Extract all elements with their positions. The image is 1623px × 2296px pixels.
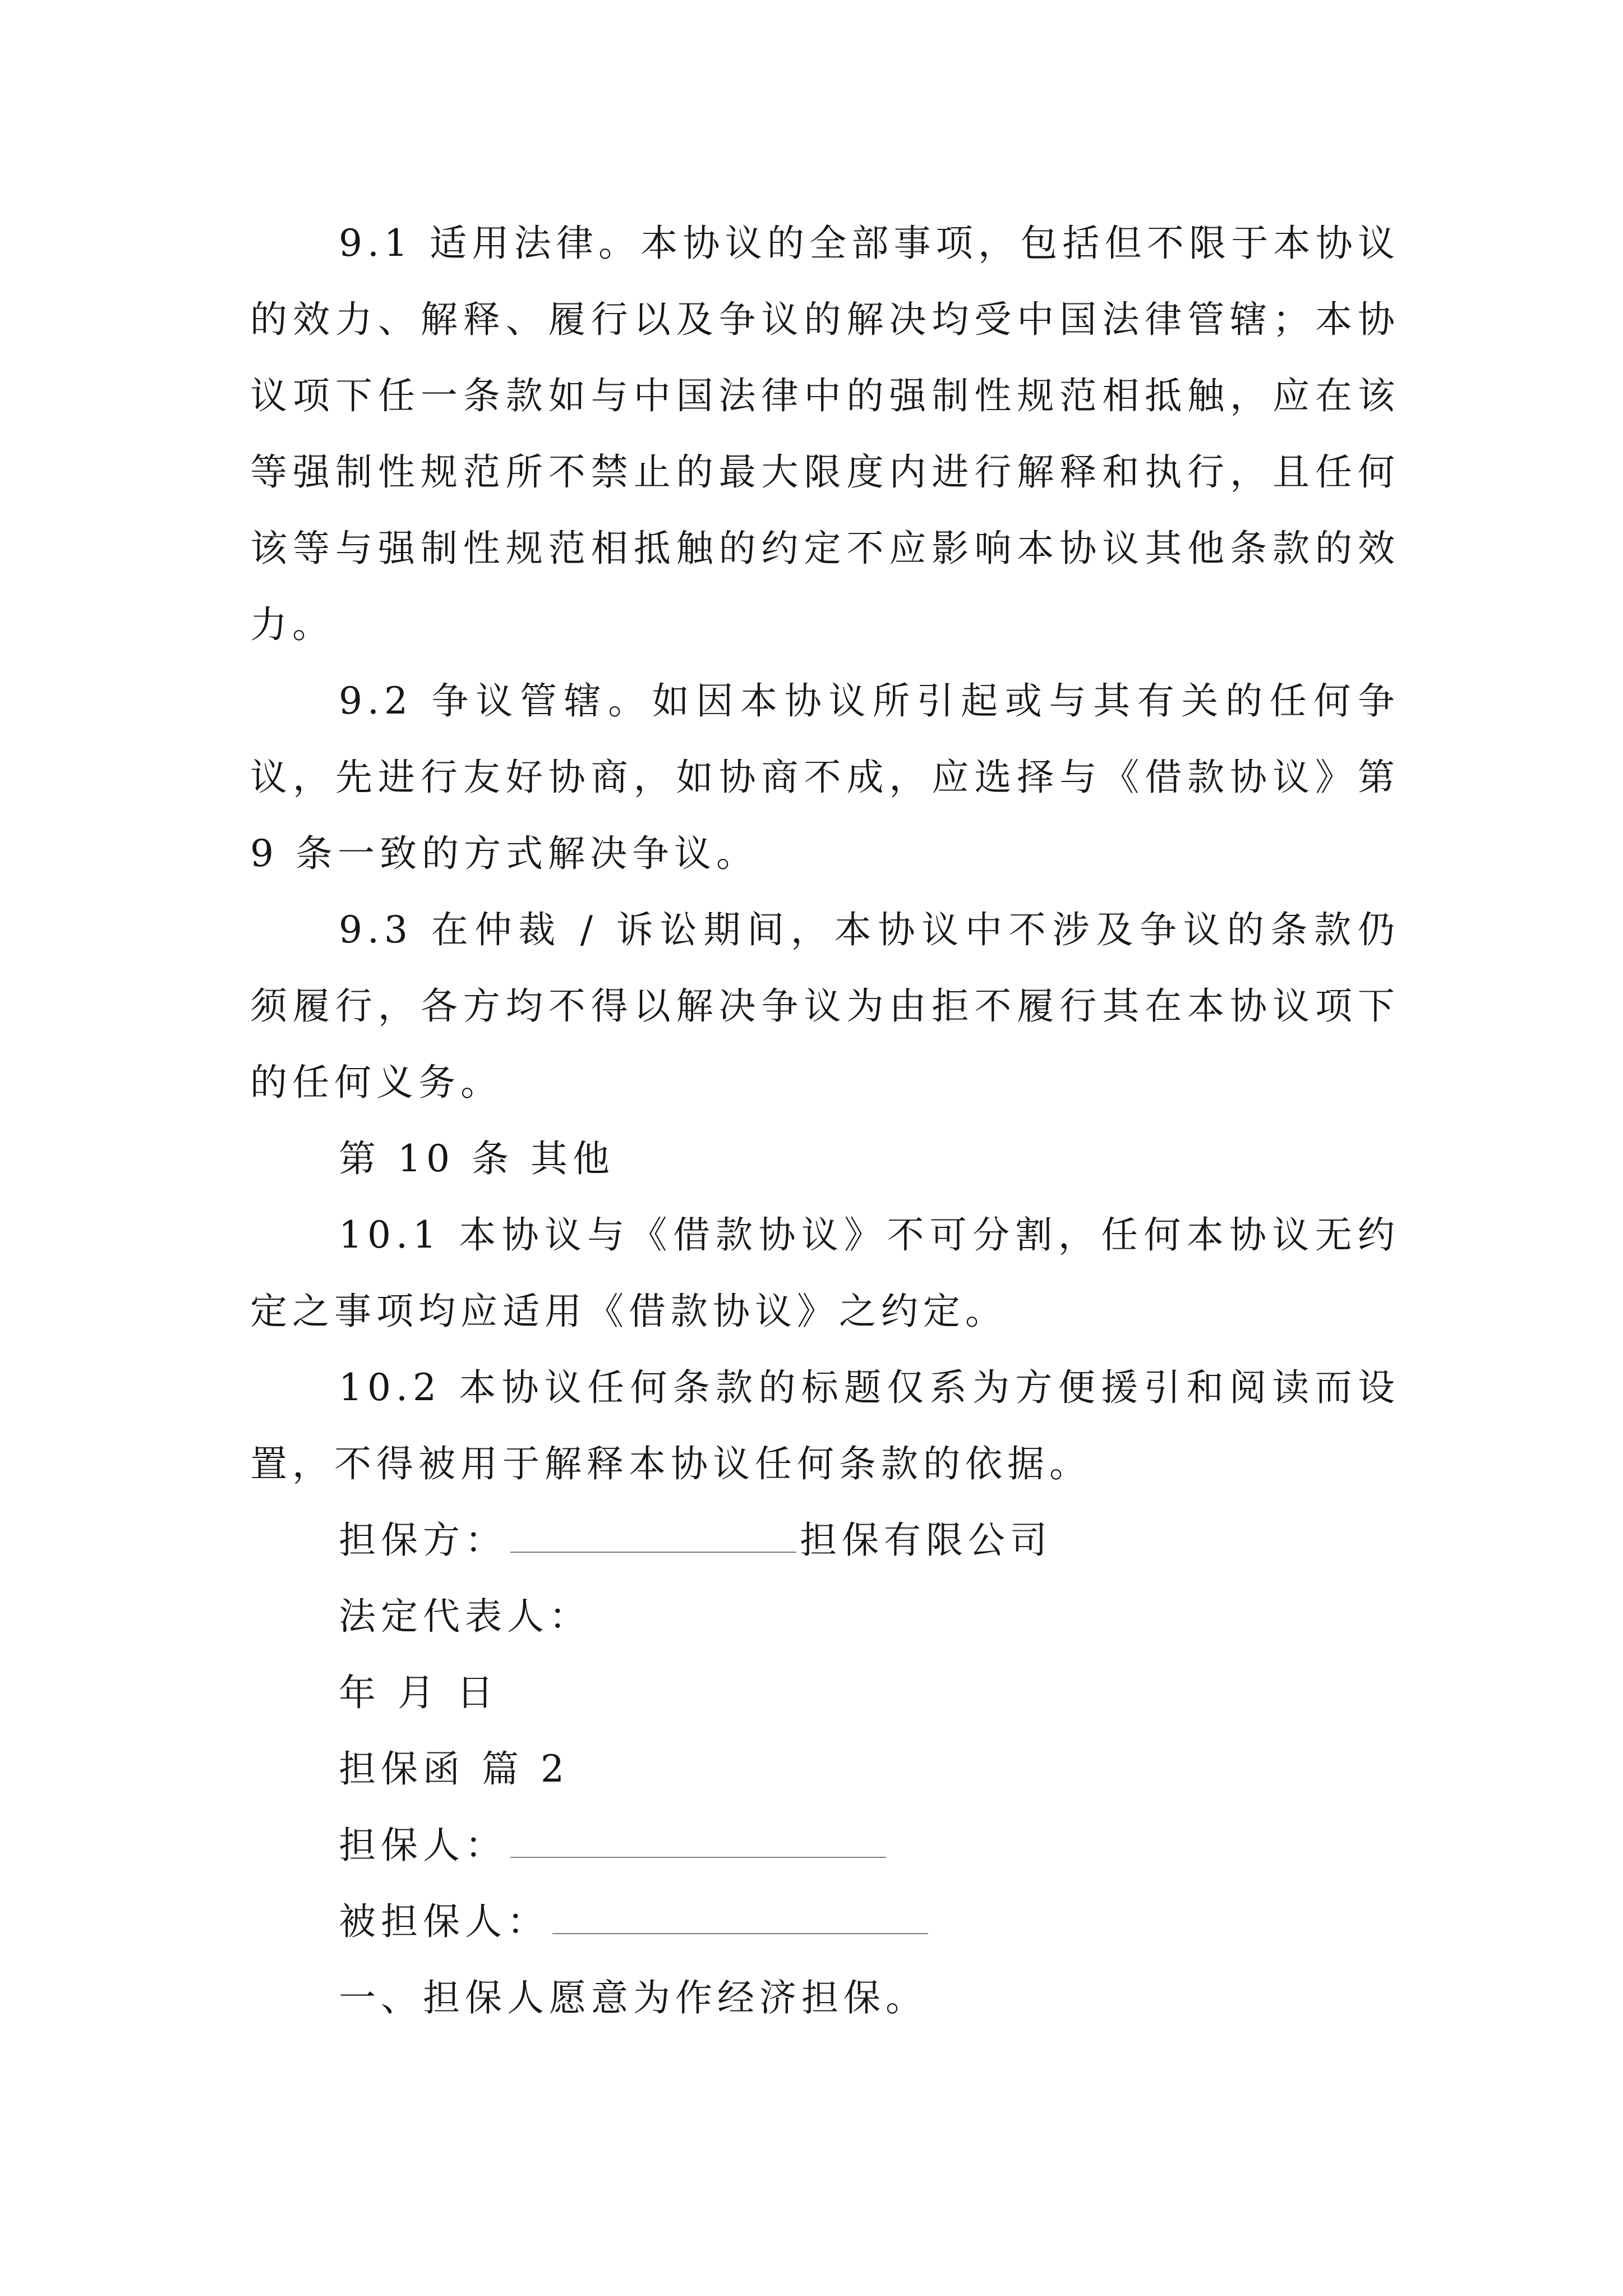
guarantor-label: 担保人：: [339, 1824, 507, 1867]
guaranteed-blank: [552, 1933, 928, 1934]
guarantor-party-label: 担保方：: [339, 1519, 507, 1562]
guarantor-party-line: [339, 1502, 1052, 1579]
guaranteed-label: 被担保人：: [339, 1900, 549, 1943]
clause-10-2: 10.2 本协议任何条款的标题仅系为方便援引和阅读而设置，不得被用于解释本协议任何条款的依据。: [250, 1366, 1400, 1485]
article-10-heading: 第 10 条 其他: [339, 1137, 615, 1180]
clause-9-3: 9.3 在仲裁 / 诉讼期间，本协议中不涉及争议的条款仍须履行，各方均不得以解决争议为由拒不履行其在本协议项下的任何义务。: [250, 908, 1400, 1104]
legal-rep-line: 法定代表人：: [339, 1595, 591, 1638]
guarantor-party-blank: [510, 1552, 796, 1553]
item-1: 一、担保人愿意为作经济担保。: [339, 1976, 928, 2019]
guaranteed-line: [339, 1884, 932, 1960]
clause-9-1: 9.1 适用法律。本协议的全部事项，包括但不限于本协议的效力、解释、履行以及争议的解决均受中国法律管辖；本协议项下任一条款如与中国法律中的强制性规范相抵触，应在该等强制性规范所不禁止的最大限度内进行解释和执行，且任何该等与强制性规范相抵触的约定不应影响本协议其他条款的效力。: [250, 222, 1400, 646]
date-line: 年 月 日: [339, 1671, 499, 1714]
clause-10-1: 10.1 本协议与《借款协议》不可分割，任何本协议无约定之事项均应适用《借款协议》之约定。: [250, 1213, 1400, 1333]
guarantor-line: [339, 1807, 889, 1884]
section-title: 担保函 篇 2: [339, 1747, 569, 1791]
guarantor-blank: [510, 1857, 886, 1858]
guarantor-party-suffix: 担保有限公司: [800, 1519, 1052, 1562]
clause-9-2: 9.2 争议管辖。如因本协议所引起或与其有关的任何争议，先进行友好协商，如协商不成，应选择与《借款协议》第 9 条一致的方式解决争议。: [250, 679, 1400, 875]
